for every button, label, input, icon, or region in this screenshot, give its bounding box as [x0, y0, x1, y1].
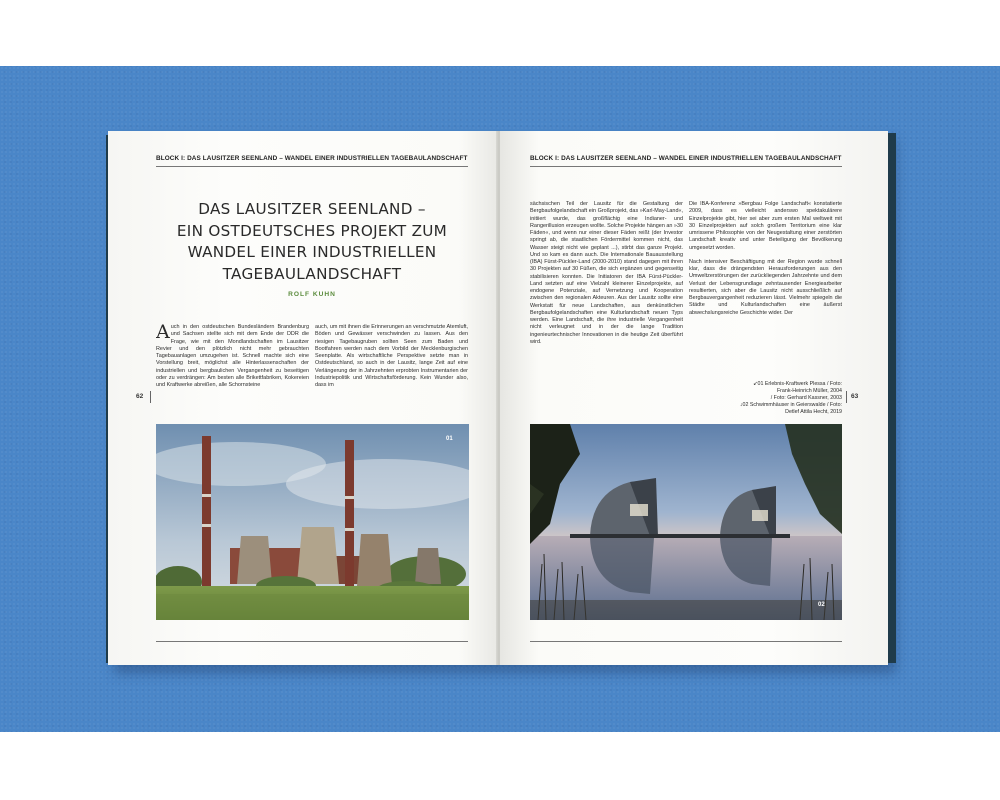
photo-number: 02 [818, 602, 825, 608]
running-head-left: BLOCK I: DAS LAUSITZER SEENLAND – WANDEL EINER INDUSTRIELLEN TAGEBAULANDSCHAFT [156, 155, 468, 162]
title-line: EIN OSTDEUTSCHES PROJEKT ZUM [176, 221, 448, 240]
photo-captions [689, 381, 842, 416]
header-rule-right [530, 166, 842, 167]
photo-number: 01 [446, 436, 453, 442]
footer-rule-right [530, 641, 842, 642]
caption-line: Frank-Heinrich Müller, 2004 [776, 387, 842, 394]
page-number-left: 62 [136, 393, 144, 400]
body-text: uch in den ostdeutschen Bundesländern Brandenburg und Sachsen stellte sich mit dem Ende der DDR die Frage, wie mit den Mondlandschaften im Lausitzer Revier und den plötzlich nicht mehr gebrauchten Tagebauanlagen umzugehen ist. Schnell machte sich eine Vorstellung breit, möglichst alle Hinterlassenschaften der industriellen und bergbaulichen Vergangenheit zu beseitigen oder zu verdrängen: Am besten alle Brikettfabriken, Kokereien und Kraftwerke abreißen, alle Schornsteine [156, 324, 309, 388]
open-book [108, 131, 890, 665]
left-page [108, 131, 498, 665]
caption-line: Detlef Attila Hecht, 2019 [785, 408, 842, 415]
title-line: TAGEBAULANDSCHAFT [222, 264, 402, 283]
photo-floating-houses [530, 424, 842, 620]
title-line: WANDEL EINER INDUSTRIELLEN [187, 243, 437, 261]
body-column-3 [530, 201, 683, 421]
body-text: auch, um mit ihnen die Erinnerungen an verschmutzte Atemluft, Böden und Gewässer verschwinden zu lassen. Aus den riesigen Tagebaugruben sollten Seen zum Baden und Bootfahren werden nach dem Vorbild der Mecklenburgischen Seenplatte. Als wirtschaftliche Perspektive setzte man in Ostdeutschland, so auch in der Lausitz, lange Zeit auf eine Verlängerung der in Jahrzehnten erprobten Instrumentarien der Industriepolitik und Wirtschaftsförderung. Kein Wunder also, dass im [315, 324, 468, 388]
header-rule-left [156, 166, 468, 167]
right-page [500, 131, 888, 665]
page-number-divider [846, 391, 847, 403]
caption-line: ↙01 Erlebnis-Kraftwerk Plessa / Foto: [753, 381, 842, 387]
page-number-right: 63 [851, 393, 859, 400]
body-text: Die IBA-Konferenz »Bergbau Folge Landschaft« konstatierte 2009, dass es vielleicht anderswo spektakulärere Einzelprojekte gibt, hier sei aber zum ersten Mal weltweit mit 30 Einzelprojekten auf solch großem Territorium eine klar umrissene Philosophie von der Neugestaltung einer zerstörten Landschaft kreativ und unter Beteiligung der Bevölkerung umgesetzt worden. [689, 201, 842, 251]
body-column-1 [156, 324, 309, 417]
body-text: Nach intensiver Beschäftigung mit der Region wurde schnell klar, dass die drängendsten Herausforderungen aus den Umweltzerstörungen der zurückliegenden Jahrzehnte und dem Verlust der Lebensgrundlage zehntausender Energiearbeiter resultierten, sich aber die Lausitz nicht ausschließlich auf Bergbauvergangenheit reduzieren lässt. Vielmehr spiegeln die Städte und Kulturlandschaften eine äußerst abwechslungsreiche Geschichte wider. Der [689, 258, 842, 316]
article-title [156, 199, 468, 285]
body-text: sächsischen Teil der Lausitz für die Gestaltung der Bergbaufolgelandschaft ein Großprojekt, das »Karl-May-Land«, initiiert wurde, das großflächig eine Indianer- und Rangerillusion erzeugen wollte. Solche Projekte hängen an »30 Fäden«, und wenn nur einer dieser Fäden reißt (der Investor springt ab, die staatlichen Fördermittel kommen nicht, das Wasser steigt nicht wie geplant ...), stirbt das ganze Projekt. Und so kam es dann auch. Die Internationale Bauausstellung (IBA) Fürst-Pückler-Land (2000-2010) stand dagegen mit ihren 30 Projekten auf 30 Füßen, die sich ergänzen und gegenseitig stabilisieren konnten. Die Initiatoren der IBA Fürst-Pückler-Land setzten auf eine Vielzahl kleinerer Einzelprojekte, auf endogene Potenziale, auf Vernetzung und Kooperation zwischen den regionalen Akteuren. Aus der Lausitz sollte eine Werkstatt für neue Landschaften, aus denkünstlichen Bergbaufolgelandschaften eine Kulturlandschaft neuen Typs werden. Eine Landschaft, die ihre industrielle Vergangenheit nicht verleugnet und in der die lange Tradition ingenieurtechnischer Innovationen in die heutige Zeit überführt wird. [530, 201, 683, 345]
caption-line: ↓02 Schwimmhäuser in Geierswalde / Foto: [739, 401, 842, 408]
body-column-2 [315, 324, 468, 417]
floating-houses-illustration [530, 424, 842, 620]
caption-line: / Foto: Gerhard Kassner, 2003 [770, 394, 842, 401]
photo-power-plant [156, 424, 469, 620]
page-number-divider [150, 391, 151, 403]
body-column-4 [689, 201, 842, 401]
footer-rule-left [156, 641, 468, 642]
power-plant-illustration [156, 424, 469, 620]
running-head-right: BLOCK I: DAS LAUSITZER SEENLAND – WANDEL EINER INDUSTRIELLEN TAGEBAULANDSCHAFT [530, 155, 842, 162]
author-name: ROLF KUHN [288, 291, 336, 298]
title-line: DAS LAUSITZER SEENLAND – [198, 200, 426, 218]
drop-cap: A [156, 324, 170, 343]
